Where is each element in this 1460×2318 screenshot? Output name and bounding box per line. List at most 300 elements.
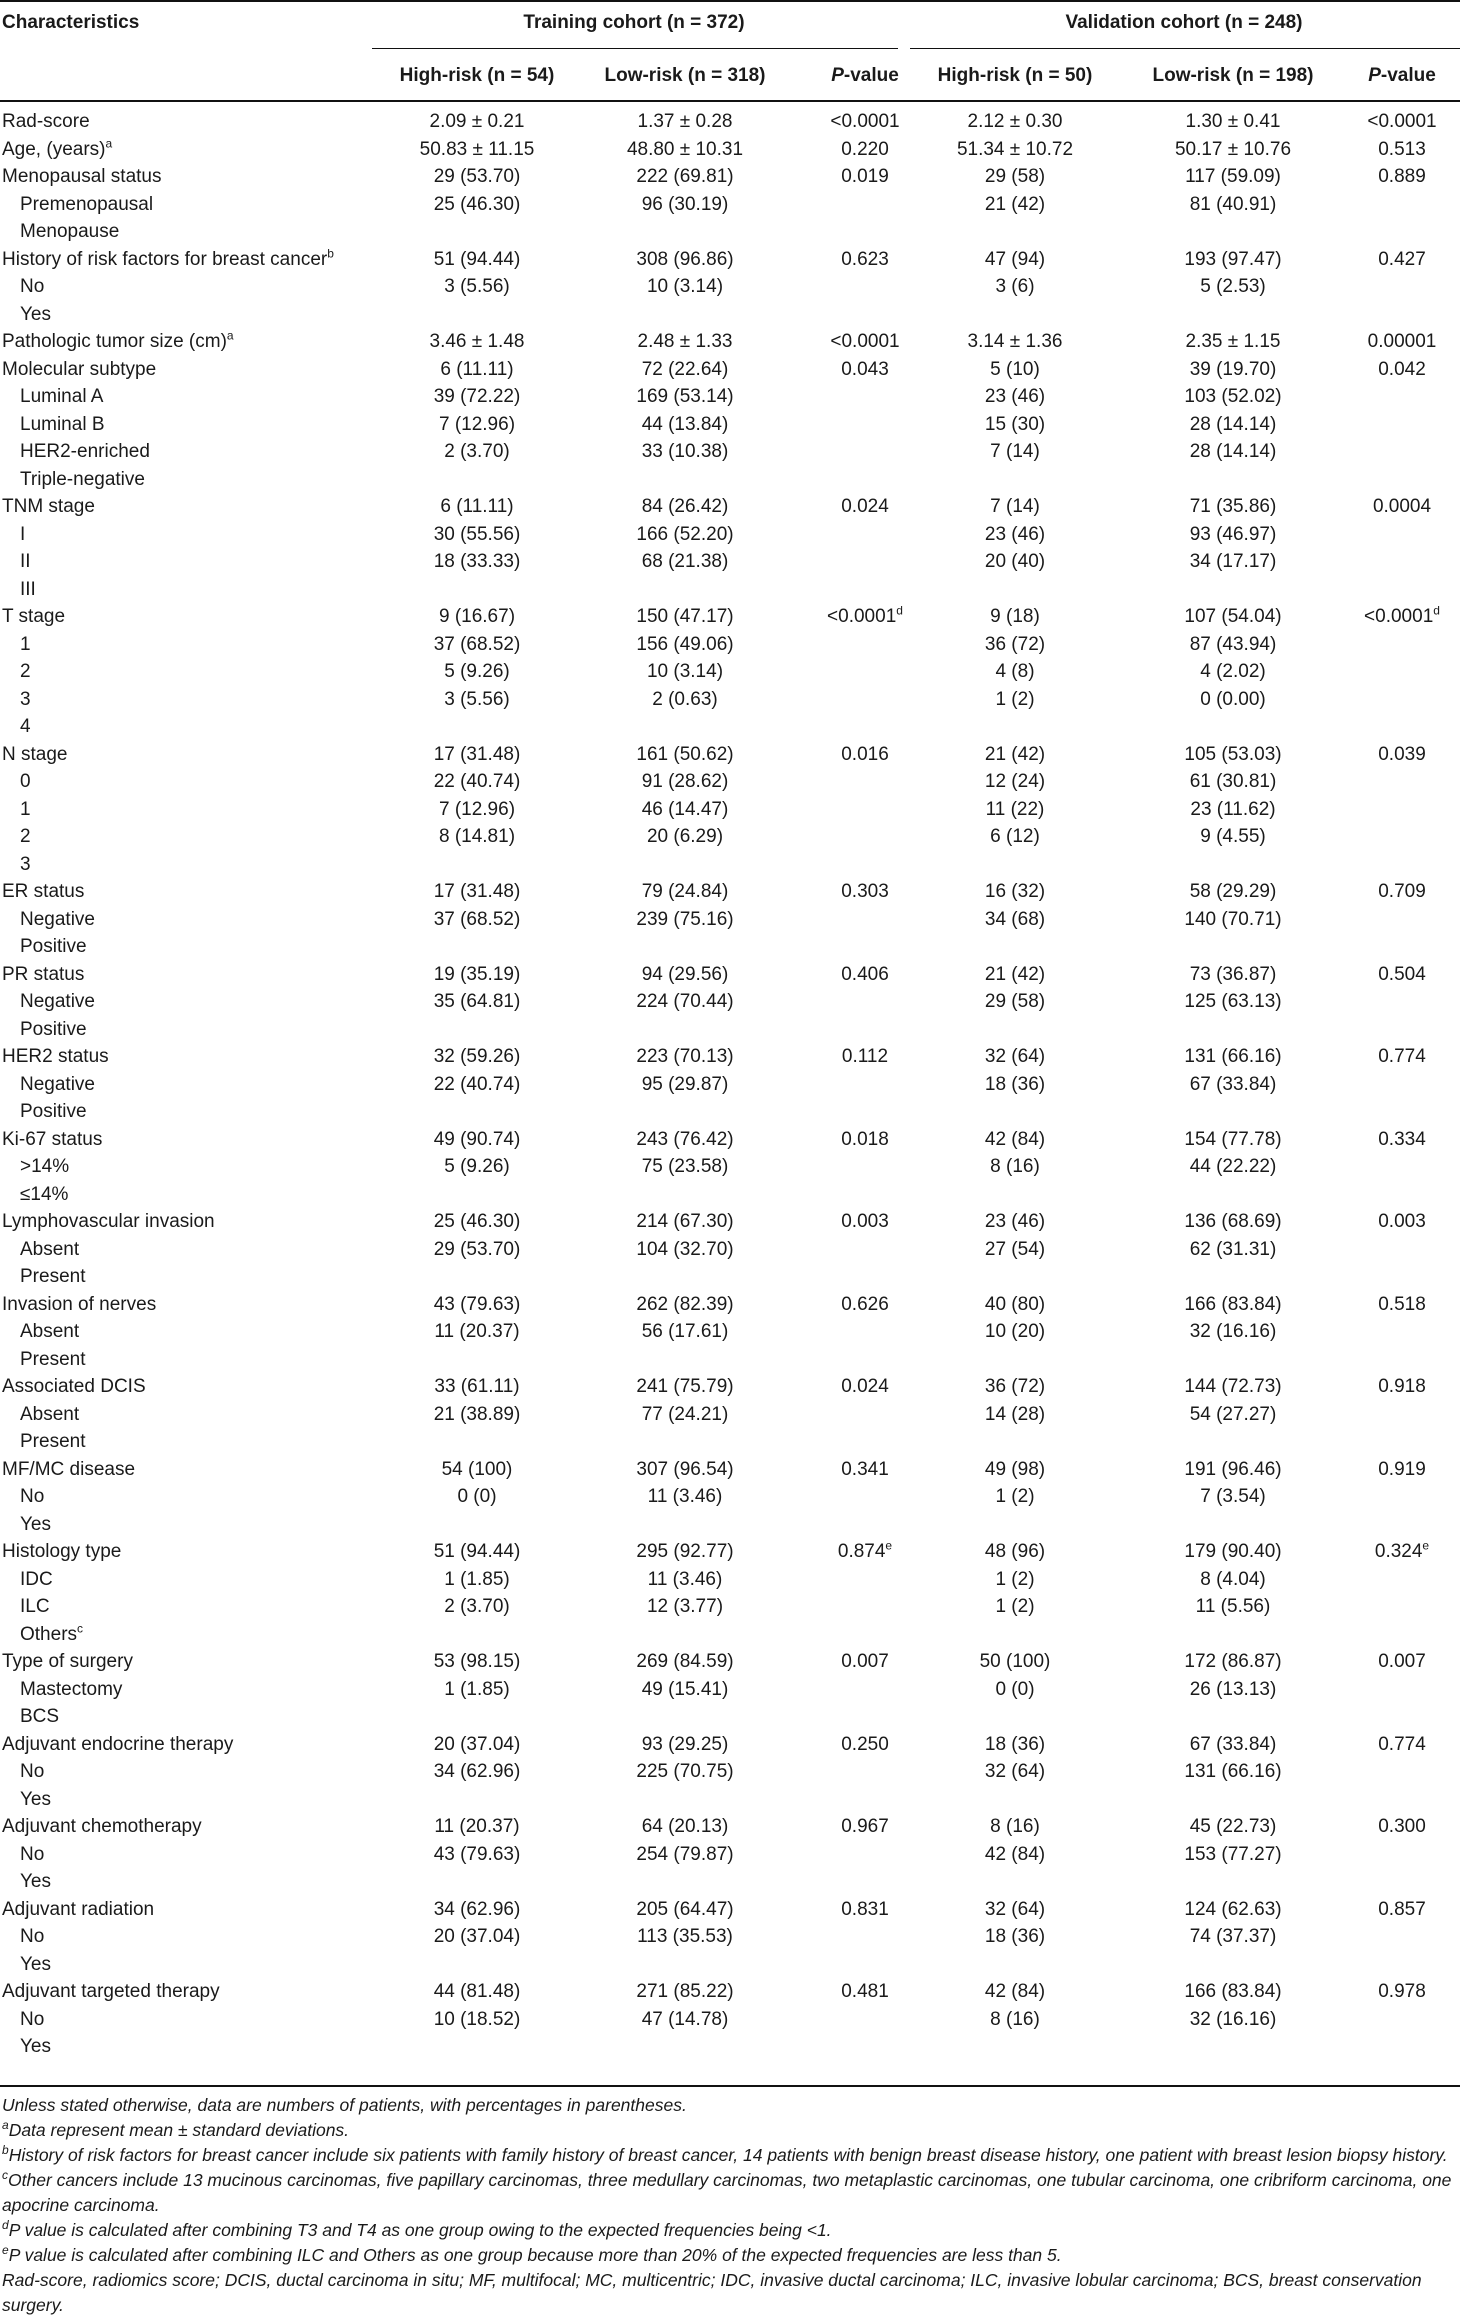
row-sublabel: [20, 768, 31, 796]
train-low-cell: 308 (96.86): [636, 248, 734, 270]
row-label: [2, 878, 84, 906]
row-sublabel: [20, 383, 103, 411]
train-pvalue-cell: 0.019: [841, 166, 889, 187]
row-label-text: HER2 status: [2, 1046, 109, 1067]
train-pvalue-cell: 0.112: [841, 1046, 889, 1067]
train-high-cell: 22 (40.74): [433, 1073, 521, 1095]
val-pvalue-cell: 0.039: [1378, 743, 1426, 765]
train-high-cell: 39 (72.22): [433, 386, 521, 407]
val-low-cell: 166 (83.84): [1184, 1293, 1282, 1315]
val-high-cell: 23 (46): [984, 523, 1046, 545]
header-train-high: High-risk (n = 54): [399, 65, 555, 86]
val-high-cell: 2.12 ± 0.30: [967, 111, 1063, 132]
val-high-cell: 6 (12): [990, 826, 1040, 847]
val-high-cell: 49 (98): [984, 1458, 1046, 1480]
row-sublabel: [20, 686, 31, 714]
train-low-cell: 56 (17.61): [641, 1321, 729, 1342]
row-sublabel: [20, 1016, 87, 1044]
row-label-text: III: [20, 578, 36, 600]
train-high-cell: 17 (31.48): [433, 881, 521, 902]
val-high-cell: 18 (36): [984, 1733, 1046, 1755]
train-high-cell: 22 (40.74): [433, 771, 521, 792]
row-sublabel: [20, 1236, 79, 1264]
val-low-cell: 154 (77.78): [1184, 1128, 1282, 1150]
train-low-cell: 241 (75.79): [636, 1376, 734, 1397]
row-label: [2, 603, 65, 631]
val-low-cell: 8 (4.04): [1200, 1568, 1266, 1590]
val-high-cell: 8 (16): [990, 1816, 1040, 1837]
val-high-cell: 9 (18): [990, 606, 1040, 627]
row-sublabel: [20, 301, 51, 329]
train-high-cell: 5 (9.26): [444, 1156, 510, 1177]
row-sublabel: [20, 1263, 85, 1291]
row-label-text: Histology type: [2, 1541, 122, 1562]
val-pvalue-cell: <0.0001: [1367, 111, 1437, 132]
row-label-text: Absent: [20, 1403, 80, 1425]
row-sublabel: [20, 1676, 122, 1704]
val-low-cell: 191 (96.46): [1184, 1458, 1282, 1480]
row-label-text: Yes: [20, 2036, 51, 2057]
row-label: [2, 1978, 220, 2006]
val-high-cell: 32 (64): [984, 1046, 1046, 1067]
footnote: [2, 2218, 1458, 2243]
train-high-cell: 49 (90.74): [433, 1128, 521, 1150]
row-sublabel: [20, 438, 150, 466]
row-sublabel: [20, 1428, 85, 1456]
val-low-cell: 93 (46.97): [1189, 523, 1277, 545]
header-validation-cohort: Validation cohort (n = 248): [1065, 12, 1303, 33]
val-high-cell: 27 (54): [984, 1238, 1046, 1260]
row-label-text: Triple-negative: [20, 468, 145, 490]
row-label: [2, 1648, 133, 1676]
train-high-cell: 25 (46.30): [433, 193, 521, 215]
val-high-cell: 47 (94): [984, 248, 1046, 270]
validation-span-rule: [910, 48, 1460, 49]
row-sublabel: [20, 1593, 50, 1621]
train-low-cell: 96 (30.19): [641, 193, 729, 215]
row-label: [2, 328, 234, 356]
train-low-cell: 95 (29.87): [641, 1073, 729, 1095]
row-sublabel: [20, 218, 119, 246]
row-label: [2, 1731, 233, 1759]
row-label: [2, 961, 84, 989]
row-label-text: Type of surgery: [2, 1651, 133, 1672]
row-label-text: Pathologic tumor size (cm): [2, 331, 227, 352]
train-high-cell: 51 (94.44): [433, 248, 521, 270]
row-label-text: Yes: [20, 303, 51, 325]
val-high-cell: 18 (36): [984, 1073, 1046, 1095]
val-high-cell: 21 (42): [984, 193, 1046, 215]
row-sublabel: [20, 933, 87, 961]
val-high-cell: 1 (2): [995, 1596, 1035, 1617]
row-label-text: History of risk factors for breast cancer: [2, 248, 328, 270]
val-high-cell: 1 (2): [995, 1486, 1035, 1507]
row-label: [2, 246, 334, 274]
row-label: [2, 1126, 102, 1154]
train-low-cell: 104 (32.70): [636, 1238, 734, 1260]
train-high-cell: 8 (14.81): [438, 826, 516, 847]
row-sublabel: [20, 1923, 44, 1951]
train-high-cell: 21 (38.89): [433, 1403, 521, 1425]
train-low-cell: 161 (50.62): [636, 743, 734, 765]
val-low-cell: 131 (66.16): [1184, 1761, 1282, 1782]
train-low-cell: 269 (84.59): [636, 1651, 734, 1672]
train-pvalue-cell: 0.406: [841, 963, 889, 985]
train-low-cell: 205 (64.47): [636, 1898, 734, 1920]
train-high-cell: 6 (11.11): [440, 358, 514, 380]
val-low-cell: 105 (53.03): [1184, 743, 1282, 765]
row-label-text: 4: [20, 716, 31, 737]
footnote: [2, 2143, 1458, 2168]
footnote: [2, 2268, 1458, 2318]
train-high-cell: 0 (0): [457, 1486, 497, 1507]
val-pvalue-cell: 0.300: [1378, 1816, 1426, 1837]
row-label-text: Molecular subtype: [2, 358, 157, 380]
row-label-text: Menopausal status: [2, 166, 162, 187]
val-high-cell: 29 (58): [984, 991, 1046, 1012]
row-sublabel: [20, 1401, 79, 1429]
row-label-text: Absent: [20, 1238, 80, 1260]
row-sublabel: [20, 273, 44, 301]
train-pvalue-cell: 0.024: [841, 1376, 889, 1397]
train-low-cell: 12 (3.77): [646, 1596, 724, 1617]
train-pvalue-cell: 0.341: [841, 1458, 889, 1480]
row-label-text: 2: [20, 826, 31, 847]
row-label-text: Positive: [20, 1101, 87, 1122]
row-label-text: PR status: [2, 963, 85, 985]
header-characteristics: Characteristics: [2, 12, 140, 33]
train-low-cell: 295 (92.77): [636, 1541, 734, 1562]
row-sublabel: [20, 548, 31, 576]
val-low-cell: 0 (0.00): [1200, 688, 1266, 710]
train-low-cell: 11 (3.46): [647, 1486, 723, 1507]
row-sublabel: [20, 906, 95, 934]
row-label-text: Negative: [20, 991, 95, 1012]
train-high-cell: 11 (20.37): [434, 1816, 520, 1837]
row-label-text: Present: [20, 1348, 86, 1370]
train-high-cell: 44 (81.48): [433, 1981, 521, 2002]
val-pvalue-cell: <0.0001$^d$: [1364, 603, 1440, 627]
val-pvalue-cell: 0.889: [1378, 166, 1426, 187]
val-low-cell: 179 (90.40): [1184, 1541, 1282, 1562]
val-low-cell: 136 (68.69): [1184, 1211, 1282, 1232]
train-low-cell: 271 (85.22): [636, 1981, 734, 2002]
row-sublabel: [20, 411, 105, 439]
val-low-cell: 4 (2.02): [1200, 661, 1266, 682]
row-label: [2, 1813, 202, 1841]
val-high-cell: 36 (72): [984, 1376, 1046, 1397]
row-label-text: I: [20, 523, 26, 545]
val-low-cell: 124 (62.63): [1184, 1898, 1282, 1920]
train-high-cell: 9 (16.67): [438, 606, 516, 627]
train-pvalue-cell: 0.007: [841, 1651, 889, 1672]
row-sublabel: [20, 1758, 44, 1786]
row-sublabel: [20, 658, 31, 686]
row-label-text: Adjuvant endocrine therapy: [2, 1733, 234, 1755]
val-high-cell: 23 (46): [984, 386, 1046, 407]
row-sublabel: [20, 521, 25, 549]
row-label-text: Negative: [20, 1073, 95, 1095]
row-label-text: Luminal A: [20, 386, 104, 407]
train-high-cell: 50.83 ± 11.15: [419, 138, 535, 160]
footnote-text: History of risk factors for breast cancer include six patients with family history of breast cancer, 14 patients with benign breast disease history, one patient with breast lesion biopsy history.: [8, 2145, 1448, 2165]
row-label-text: Invasion of nerves: [2, 1293, 157, 1315]
row-label-text: T stage: [2, 606, 66, 627]
train-low-cell: 150 (47.17): [636, 606, 734, 627]
footnote-text: Rad-score, radiomics score; DCIS, ductal carcinoma in situ; MF, multifocal; MC, multicentric; IDC, invasive ductal carcinoma; ILC, invasive lobular carcinoma; BCS, breast conservation surgery.: [2, 2270, 1422, 2315]
val-low-cell: 62 (31.31): [1189, 1238, 1277, 1260]
val-low-cell: 166 (83.84): [1184, 1981, 1282, 2002]
val-pvalue-cell: 0.324e: [1374, 1538, 1430, 1562]
row-sublabel: [20, 466, 145, 494]
row-sublabel: [20, 796, 31, 824]
val-low-cell: 7 (3.54): [1200, 1486, 1266, 1507]
row-label: [2, 1208, 215, 1236]
row-label: [2, 108, 90, 136]
train-pvalue-cell: 0.303: [841, 881, 889, 902]
row-label-text: No: [20, 2008, 45, 2030]
train-pvalue-cell: 0.626: [841, 1293, 889, 1315]
train-low-cell: 2 (0.63): [652, 688, 718, 710]
row-label: [2, 1456, 135, 1484]
val-low-cell: 61 (30.81): [1189, 771, 1277, 792]
row-sublabel: [20, 1346, 85, 1374]
val-low-cell: 1.30 ± 0.41: [1185, 111, 1281, 132]
row-label-text: Yes: [20, 1513, 51, 1535]
train-pvalue-cell: 0.250: [841, 1733, 889, 1755]
row-label-text: HER2-enriched: [20, 441, 150, 462]
train-low-cell: 33 (10.38): [641, 441, 729, 462]
train-low-cell: 47 (14.78): [641, 2008, 729, 2030]
val-high-cell: 21 (42): [984, 963, 1046, 985]
val-pvalue-cell: 0.919: [1378, 1458, 1426, 1480]
row-label-text: Age, (years): [2, 138, 106, 160]
val-high-cell: 10 (20): [984, 1321, 1046, 1342]
val-low-cell: 32 (16.16): [1189, 2008, 1277, 2030]
val-high-cell: 4 (8): [995, 661, 1035, 682]
train-low-cell: 46 (14.47): [641, 798, 729, 820]
train-low-cell: 2.48 ± 1.33: [637, 331, 733, 352]
footnote-text: P value is calculated after combining T3 and T4 as one group owing to the expected frequencies being <1.: [8, 2220, 832, 2240]
train-high-cell: 30 (55.56): [433, 523, 521, 545]
top-rule: [0, 0, 1460, 2]
row-sublabel: [20, 1181, 68, 1209]
train-high-cell: 2 (3.70): [444, 441, 510, 462]
row-label-text: IDC: [20, 1568, 53, 1590]
row-label-text: Others: [20, 1623, 78, 1645]
val-low-cell: 73 (36.87): [1189, 963, 1277, 985]
row-label: [2, 493, 95, 521]
row-label-text: 1: [20, 633, 31, 655]
header-val-pvalue: P-value: [1368, 65, 1436, 86]
row-label-text: Lymphovascular invasion: [2, 1211, 215, 1232]
row-sublabel: [20, 1566, 53, 1594]
train-high-cell: 19 (35.19): [433, 963, 521, 985]
val-pvalue-cell: 0.774: [1378, 1046, 1426, 1067]
header-val-low: Low-risk (n = 198): [1152, 65, 1314, 86]
train-low-cell: 222 (69.81): [636, 166, 734, 187]
train-low-cell: 84 (26.42): [641, 496, 729, 517]
row-label: [2, 1043, 109, 1071]
val-high-cell: 11 (22): [985, 798, 1045, 820]
val-high-cell: 14 (28): [984, 1403, 1046, 1425]
val-low-cell: 107 (54.04): [1184, 606, 1282, 627]
row-sublabel: [20, 631, 31, 659]
row-label-text: 1: [20, 798, 31, 820]
row-label-text: ≤14%: [20, 1183, 69, 1205]
train-low-cell: 11 (3.46): [647, 1568, 723, 1590]
train-high-cell: 32 (59.26): [433, 1046, 521, 1067]
train-high-cell: 11 (20.37): [434, 1321, 520, 1342]
footnote-marker: b: [327, 246, 334, 261]
train-low-cell: 243 (76.42): [636, 1128, 734, 1150]
footnote: [2, 2243, 1458, 2268]
val-low-cell: 23 (11.62): [1190, 798, 1276, 820]
row-sublabel: [20, 1071, 95, 1099]
train-high-cell: 51 (94.44): [433, 1541, 521, 1562]
footnote-marker: c: [2, 2168, 8, 2183]
val-high-cell: 5 (10): [990, 358, 1040, 380]
train-high-cell: 53 (98.15): [433, 1651, 521, 1672]
train-high-cell: 35 (64.81): [433, 991, 521, 1012]
row-sublabel: [20, 713, 31, 741]
row-sublabel: [20, 1098, 87, 1126]
row-sublabel: [20, 1786, 51, 1814]
val-low-cell: 144 (72.73): [1184, 1376, 1282, 1397]
footnote-marker: e: [2, 2243, 9, 2258]
train-high-cell: 2.09 ± 0.21: [429, 111, 525, 132]
val-low-cell: 11 (5.56): [1195, 1596, 1271, 1617]
header-bottom-rule: [0, 100, 1460, 102]
train-low-cell: 225 (70.75): [636, 1761, 734, 1782]
train-high-cell: 17 (31.48): [433, 743, 521, 765]
row-label-text: 3: [20, 853, 31, 875]
footnote-marker: d: [2, 2218, 9, 2233]
val-low-cell: 26 (13.13): [1189, 1678, 1277, 1700]
row-label-text: Yes: [20, 1953, 51, 1975]
row-label-text: >14%: [20, 1156, 70, 1177]
row-label-text: No: [20, 1926, 45, 1947]
val-high-cell: 12 (24): [984, 771, 1046, 792]
val-high-cell: 32 (64): [984, 1898, 1046, 1920]
train-low-cell: 10 (3.14): [646, 276, 724, 297]
val-high-cell: 8 (16): [990, 2008, 1040, 2030]
footnote-text: Unless stated otherwise, data are numbers of patients, with percentages in parentheses.: [2, 2095, 687, 2115]
train-low-cell: 68 (21.38): [641, 551, 729, 572]
train-high-cell: 5 (9.26): [444, 661, 510, 682]
row-label-text: Yes: [20, 1871, 51, 1892]
val-low-cell: 45 (22.73): [1189, 1816, 1277, 1837]
train-low-cell: 239 (75.16): [636, 908, 734, 930]
row-label-text: Mastectomy: [20, 1678, 123, 1700]
train-high-cell: 2 (3.70): [444, 1596, 510, 1617]
row-label-text: No: [20, 276, 45, 297]
footnote: [2, 2093, 1458, 2118]
row-label-text: Adjuvant chemotherapy: [2, 1816, 202, 1837]
row-label-text: Menopause: [20, 221, 120, 242]
train-high-cell: 6 (11.11): [440, 496, 514, 517]
row-label: [2, 1373, 146, 1401]
row-label-text: Present: [20, 1266, 86, 1287]
train-high-cell: 33 (61.11): [434, 1376, 520, 1397]
train-low-cell: 166 (52.20): [636, 523, 734, 545]
row-sublabel: [20, 1703, 59, 1731]
train-low-cell: 156 (49.06): [636, 633, 734, 655]
footnote-text: Data represent mean ± standard deviations.: [8, 2120, 350, 2140]
val-high-cell: 42 (84): [984, 1981, 1046, 2002]
train-low-cell: 64 (20.13): [641, 1816, 729, 1837]
row-sublabel: [20, 1841, 44, 1869]
train-low-cell: 91 (28.62): [641, 771, 729, 792]
row-label-text: 2: [20, 661, 31, 682]
val-high-cell: 50 (100): [979, 1651, 1051, 1672]
train-high-cell: 25 (46.30): [433, 1211, 521, 1232]
train-pvalue-cell: 0.043: [841, 358, 889, 380]
row-sublabel: [20, 191, 153, 219]
val-low-cell: 153 (77.27): [1184, 1843, 1282, 1865]
val-pvalue-cell: 0.918: [1378, 1376, 1426, 1397]
row-label: [2, 741, 67, 769]
train-pvalue-cell: <0.0001: [830, 331, 900, 352]
row-sublabel: [20, 1868, 51, 1896]
train-low-cell: 48.80 ± 10.31: [626, 138, 744, 160]
row-label: [2, 163, 162, 191]
train-low-cell: 49 (15.41): [641, 1678, 729, 1700]
table-bottom-rule: [0, 2085, 1460, 2087]
header-val-high: High-risk (n = 50): [937, 65, 1093, 86]
row-sublabel: [20, 1318, 79, 1346]
train-pvalue-cell: 0.481: [841, 1981, 889, 2002]
row-sublabel: [20, 2033, 51, 2061]
train-pvalue-cell: 0.623: [841, 248, 889, 270]
val-low-cell: 44 (22.22): [1189, 1156, 1277, 1177]
row-sublabel: [20, 1483, 44, 1511]
train-high-cell: 3 (5.56): [444, 276, 510, 297]
row-label-text: Positive: [20, 1018, 87, 1040]
train-low-cell: 224 (70.44): [636, 991, 734, 1012]
row-sublabel: [20, 988, 95, 1016]
header-train-pvalue: P-value: [831, 65, 899, 86]
val-high-cell: 29 (58): [984, 166, 1046, 187]
row-label-text: BCS: [20, 1706, 60, 1727]
val-low-cell: 193 (97.47): [1184, 248, 1282, 270]
header-train-low: Low-risk (n = 318): [604, 65, 766, 86]
training-span-rule: [372, 48, 898, 49]
val-low-cell: 28 (14.14): [1189, 413, 1277, 435]
val-low-cell: 54 (27.27): [1189, 1403, 1277, 1425]
val-pvalue-cell: 0.978: [1378, 1981, 1426, 2002]
footnote-text: Other cancers include 13 mucinous carcinomas, five papillary carcinomas, three medullary carcinomas, two metaplastic carcinomas, one tubular carcinoma, one cribriform carcinoma, one apocrine carcinoma.: [2, 2170, 1452, 2215]
val-pvalue-cell: 0.857: [1378, 1898, 1426, 1920]
train-high-cell: 7 (12.96): [438, 798, 516, 820]
footnote-text: P value is calculated after combining ILC and Others as one group because more than 20% of the expected frequencies are less than 5.: [8, 2245, 1062, 2265]
row-label: [2, 136, 112, 164]
footnote-marker: b: [2, 2143, 9, 2158]
val-low-cell: 50.17 ± 10.76: [1174, 138, 1292, 160]
val-pvalue-cell: 0.003: [1378, 1211, 1426, 1232]
val-high-cell: 18 (36): [984, 1926, 1046, 1947]
val-low-cell: 81 (40.91): [1189, 193, 1277, 215]
train-high-cell: 20 (37.04): [433, 1926, 521, 1947]
train-pvalue-cell: 0.024: [841, 496, 889, 517]
row-label-text: No: [20, 1761, 45, 1782]
train-high-cell: 34 (62.96): [433, 1898, 521, 1920]
val-high-cell: 51.34 ± 10.72: [956, 138, 1074, 160]
row-label-text: MF/MC disease: [2, 1458, 136, 1480]
val-low-cell: 140 (70.71): [1184, 908, 1282, 930]
val-low-cell: 131 (66.16): [1184, 1046, 1282, 1067]
val-pvalue-cell: 0.709: [1378, 881, 1426, 902]
